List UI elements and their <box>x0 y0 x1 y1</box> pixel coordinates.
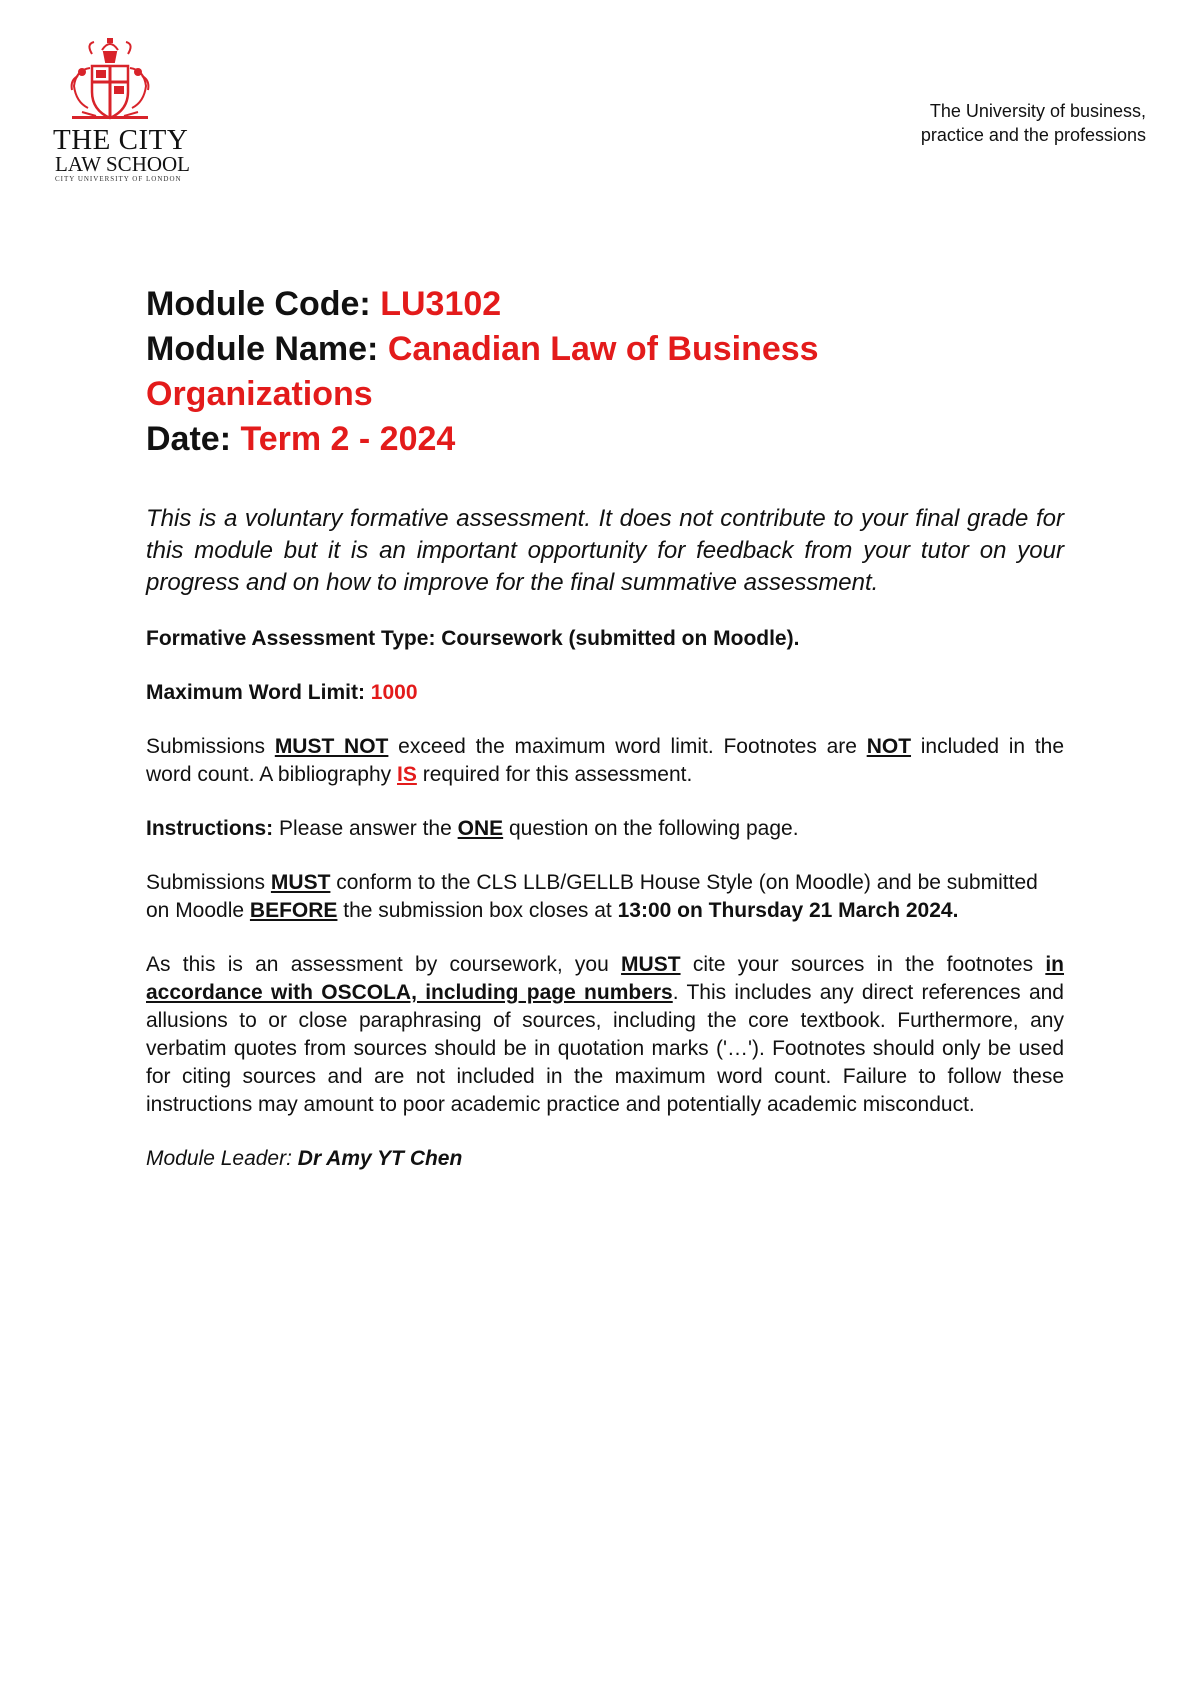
logo-line-the-city: THE CITY <box>53 124 189 156</box>
word-limit-row <box>146 679 1064 707</box>
citation-text-3: . This includes any direct references and allusions to or close paraphrasing of sources, including the core textbook. Furthermore, any verbatim quotes from sources should be in quotation marks ('…'). Footnotes should only be used for citing sources and are not included in the maximum word count. Failure to follow these instructions may amount to poor academic practice and potentially academic misconduct. <box>146 981 1064 1116</box>
citation-must-emphasis: MUST <box>621 953 681 976</box>
module-header <box>146 282 1076 462</box>
module-leader-name: Dr Amy YT Chen <box>297 1147 463 1170</box>
module-code-label: Module Code: <box>146 285 371 323</box>
house-style-text-3: the submission box closes at <box>343 899 612 922</box>
deadline: 13:00 on Thursday 21 March 2024. <box>617 899 959 922</box>
module-name-value-1: Canadian Law of Business <box>387 330 819 368</box>
tagline-line-1: The University of business, <box>929 101 1146 121</box>
date-label: Date: <box>146 420 232 458</box>
university-tagline <box>921 99 1146 147</box>
module-leader-label: Module Leader: <box>146 1147 292 1170</box>
instructions-text-1: Please answer the <box>279 817 452 840</box>
logo-line-university: CITY UNIVERSITY OF LONDON <box>55 175 182 183</box>
submissions-text-2: exceed the maximum word limit. Footnotes are <box>398 735 857 758</box>
assessment-type: Formative Assessment Type: Coursework (submitted on Moodle). <box>146 627 800 650</box>
citation-text-2: cite your sources in the footnotes <box>692 953 1034 976</box>
instructions-paragraph <box>146 815 1064 843</box>
house-style-text-2: conform to the CLS LLB/GELLB House Style (on Moodle) and be submitted on Moodle <box>146 871 1038 922</box>
instructions-text-2: question on the following page. <box>509 817 799 840</box>
word-limit-label: Maximum Word Limit: <box>146 681 365 704</box>
submissions-paragraph <box>146 733 1064 789</box>
one-emphasis: ONE <box>457 817 504 840</box>
module-name-label: Module Name: <box>146 330 379 368</box>
date-row <box>146 417 1076 462</box>
submissions-text-4: required for this assessment. <box>422 763 693 786</box>
citation-paragraph <box>146 951 1064 1119</box>
not-emphasis: NOT <box>866 735 912 758</box>
module-code-value: LU3102 <box>380 285 502 323</box>
must-emphasis: MUST <box>270 871 331 894</box>
intro-paragraph: This is a voluntary formative assessment. It does not contribute to your final grade for this module but it is an important opportunity for feedback from your tutor on your progress and on how to improve for the final summative assessment. <box>146 505 1064 596</box>
document-body <box>146 503 1064 1199</box>
citation-text-1: As this is an assessment by coursework, you <box>146 953 609 976</box>
module-code-row <box>146 282 1076 327</box>
crest-icon <box>62 36 158 122</box>
house-style-paragraph <box>146 869 1064 925</box>
submissions-text-1: Submissions <box>146 735 266 758</box>
module-name-row <box>146 327 1076 372</box>
date-value: Term 2 - 2024 <box>240 420 456 458</box>
must-not-emphasis: MUST NOT <box>274 735 389 758</box>
module-leader-row <box>146 1145 1064 1173</box>
before-emphasis: BEFORE <box>249 899 338 922</box>
oscola-emphasis: in accordance with OSCOLA, including page numbers <box>146 953 1065 1004</box>
submissions-text-3: included in the word count. A bibliography <box>146 735 1065 786</box>
word-limit-value: 1000 <box>370 681 418 704</box>
module-name-value-2: Organizations <box>146 375 373 413</box>
instructions-label: Instructions: <box>146 817 274 840</box>
logo-line-law-school: LAW SCHOOL <box>55 152 191 176</box>
tagline-line-2: practice and the professions <box>920 125 1146 145</box>
is-emphasis: IS <box>397 763 417 786</box>
city-law-school-logo <box>50 36 190 184</box>
house-style-text-1: Submissions <box>146 871 266 894</box>
